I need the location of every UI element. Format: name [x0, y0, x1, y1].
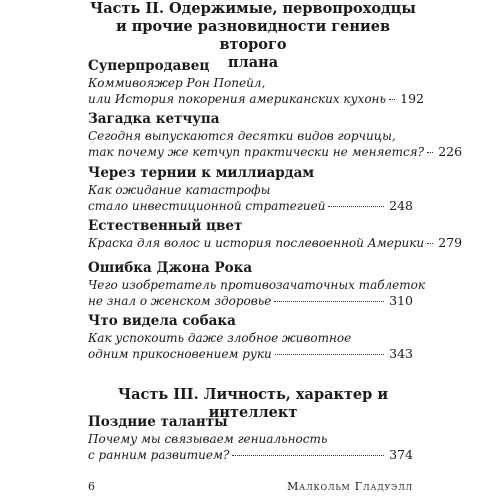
- entry-title: Загадка кетчупа: [88, 111, 220, 127]
- page-number: 279: [438, 235, 463, 250]
- dot-leader: [389, 99, 395, 100]
- entry-subtitle-text: с ранним развитием?: [88, 448, 230, 462]
- toc-entry-john-rock[interactable]: [88, 260, 426, 309]
- entry-subtitle-text: Краска для волос и история послевоенной Америки: [88, 236, 425, 250]
- footer-author: Малкольм Гладуэлл: [287, 480, 413, 493]
- toc-entry-billions[interactable]: [88, 165, 413, 214]
- part-two-heading-line1: Часть II. Одержимые, первопроходцы: [90, 0, 416, 17]
- dot-leader: [275, 354, 384, 355]
- entry-subtitle: Как ожидание катастрофы: [88, 183, 271, 197]
- entry-title: Ошибка Джона Рока: [88, 260, 253, 276]
- entry-subtitle: Почему мы связываем гениальность: [88, 432, 328, 446]
- entry-subtitle-text: одним прикосновением руки: [88, 347, 272, 361]
- entry-subtitle-text: стало инвестиционной стратегией: [88, 199, 326, 213]
- dot-leader: [274, 301, 384, 302]
- dot-leader: [232, 455, 384, 456]
- page-number: 192: [400, 91, 424, 106]
- entry-subtitle-last: [88, 346, 413, 362]
- entry-subtitle-last: [88, 144, 463, 160]
- entry-subtitle-last: [88, 198, 413, 214]
- entry-title: Естественный цвет: [88, 218, 243, 234]
- entry-subtitle-text: не знал о женском здоровье: [88, 294, 272, 308]
- part-two-heading-line2: и прочие разновидности гениев второго: [115, 18, 391, 53]
- entry-subtitle-text: или История покорения американских кухонь: [88, 92, 386, 106]
- dot-leader: [328, 206, 384, 207]
- entry-subtitle: Чего изобретатель противозачаточных таблеток: [88, 278, 426, 292]
- entry-subtitle-last: [88, 293, 413, 309]
- entry-subtitle: Сегодня выпускаются десятки видов горчицы,: [88, 129, 396, 143]
- toc-entry-superseller[interactable]: [88, 58, 424, 107]
- toc-entry-late-talents[interactable]: [88, 414, 413, 463]
- entry-subtitle: Коммивояжер Рон Попейл,: [88, 76, 266, 90]
- page-number: 310: [389, 293, 413, 308]
- dot-leader: [427, 152, 433, 153]
- entry-subtitle-last: [88, 235, 463, 251]
- page-number: 343: [389, 346, 413, 361]
- entry-subtitle-last: [88, 91, 424, 107]
- entry-subtitle-text: так почему же кетчуп практически не меняется?: [88, 145, 425, 159]
- footer-page-number: 6: [88, 480, 95, 493]
- entry-title: Через тернии к миллиардам: [88, 165, 315, 181]
- dot-leader: [427, 243, 433, 244]
- entry-title: Что видела собака: [88, 313, 236, 329]
- entry-subtitle: Как успокоить даже злобное животное: [88, 331, 352, 345]
- page-number: 374: [389, 447, 413, 462]
- entry-title: Суперпродавец: [88, 58, 210, 74]
- toc-entry-dog[interactable]: [88, 313, 413, 362]
- part-two-heading-line3: плана: [227, 54, 279, 71]
- entry-subtitle-last: [88, 447, 413, 463]
- toc-entry-ketchup[interactable]: [88, 111, 463, 160]
- entry-title: Поздние таланты: [88, 414, 228, 430]
- page-number: 226: [438, 144, 463, 159]
- page-number: 248: [389, 198, 413, 213]
- toc-entry-natural-color[interactable]: [88, 218, 463, 251]
- part-three-heading-line1: Часть III. Личность, характер и интеллект: [117, 386, 389, 421]
